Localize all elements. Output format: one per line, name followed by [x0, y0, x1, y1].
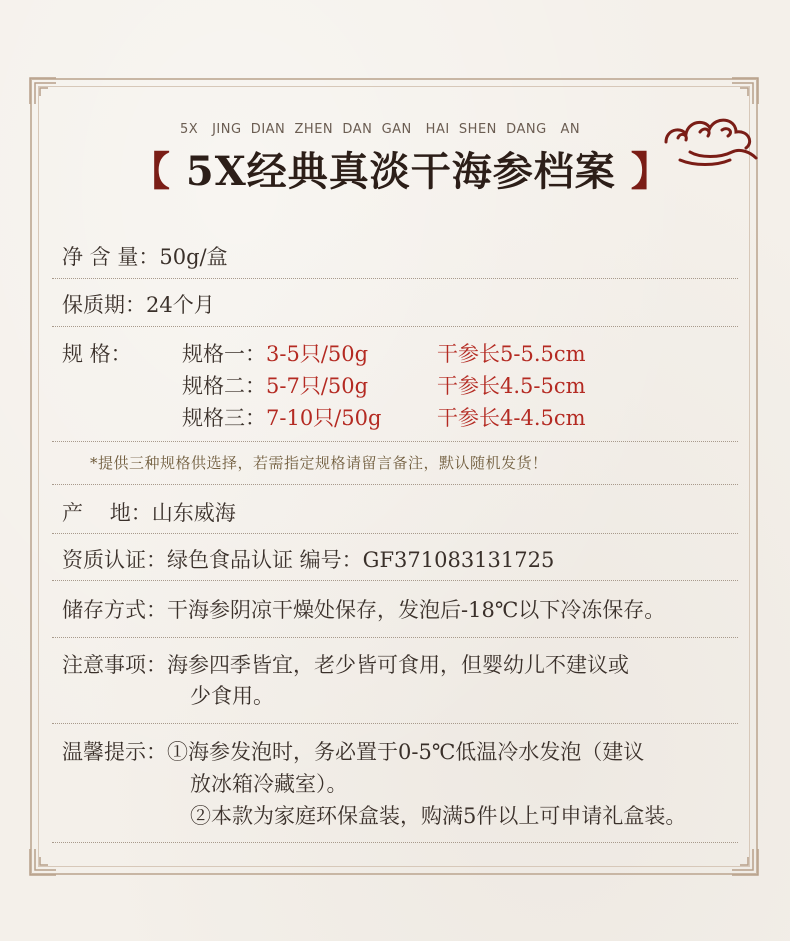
- spec-item-1: [182, 339, 586, 370]
- corner-ornament-bottom-left: [28, 847, 58, 877]
- tips-line-2: 放冰箱冷藏室）。: [190, 772, 348, 796]
- shelf-life-value: 24个月: [146, 293, 215, 317]
- spec-item-length: 干参长5-5.5cm: [437, 342, 586, 366]
- shelf-life-label: 保质期：: [62, 293, 146, 317]
- tips-row: [62, 737, 742, 768]
- spec-item-name: 规格一：: [182, 342, 266, 366]
- certification-label: 资质认证：: [62, 548, 167, 572]
- divider: [52, 533, 738, 534]
- specs-label: 规 格：: [62, 342, 132, 366]
- notice-line-1: 海参四季皆宜，老少皆可食用，但婴幼儿不建议或: [167, 653, 629, 677]
- spec-note: *提供三种规格供选择，若需指定规格请留言备注，默认随机发货！: [90, 454, 548, 472]
- corner-ornament-top-left: [28, 76, 58, 106]
- corner-ornament-bottom-right: [730, 847, 760, 877]
- certification-value: 绿色食品认证 编号：GF371083131725: [167, 548, 555, 572]
- spec-item-name: 规格三：: [182, 406, 266, 430]
- title-bracket-close: 】: [630, 148, 672, 195]
- divider: [52, 637, 738, 638]
- spec-item-name: 规格二：: [182, 374, 266, 398]
- spec-item-3: [182, 403, 586, 434]
- spec-item-2: [182, 371, 586, 402]
- notice-line-2: 少食用。: [190, 684, 274, 708]
- divider: [52, 441, 738, 442]
- title-text: 5X经典真淡干海参档案: [171, 148, 631, 195]
- net-content-row: [62, 242, 742, 273]
- certification-row: [62, 545, 742, 576]
- spec-item-count: 3-5只/50g: [266, 342, 369, 366]
- origin-row: [62, 498, 742, 529]
- shelf-life-row: [62, 290, 742, 321]
- page-title: [130, 140, 670, 197]
- spec-item-length: 干参长4.5-5cm: [437, 374, 586, 398]
- storage-row: [62, 595, 782, 626]
- spec-item-length: 干参长4-4.5cm: [437, 406, 586, 430]
- origin-label: 产 地：: [62, 501, 152, 525]
- divider: [52, 842, 738, 843]
- tips-line-3: ②本款为家庭环保盒装，购满5件以上可申请礼盒装。: [190, 804, 687, 828]
- divider: [52, 580, 738, 581]
- storage-label: 储存方式：: [62, 598, 167, 622]
- divider: [52, 326, 738, 327]
- auspicious-cloud-icon: [660, 108, 760, 170]
- divider: [52, 278, 738, 279]
- notice-label: 注意事项：: [62, 653, 167, 677]
- notice-row: [62, 650, 742, 681]
- net-content-value: 50g/盒: [159, 245, 228, 269]
- net-content-label: 净 含 量：: [62, 245, 160, 269]
- corner-ornament-top-right: [730, 76, 760, 106]
- divider: [52, 723, 738, 724]
- title-pinyin: 5X JING DIAN ZHEN DAN GAN HAI SHEN DANG AN: [180, 122, 581, 137]
- tips-label: 温馨提示：: [62, 740, 167, 764]
- tips-line-1: ①海参发泡时，务必置于0-5℃低温冷水发泡（建议: [167, 740, 645, 764]
- divider: [52, 484, 738, 485]
- spec-item-count: 7-10只/50g: [266, 406, 382, 430]
- spec-item-count: 5-7只/50g: [266, 374, 369, 398]
- title-bracket-open: 【: [130, 148, 171, 195]
- origin-value: 山东威海: [151, 501, 236, 525]
- storage-value: 干海参阴凉干燥处保存，发泡后-18℃以下冷冻保存。: [167, 598, 666, 622]
